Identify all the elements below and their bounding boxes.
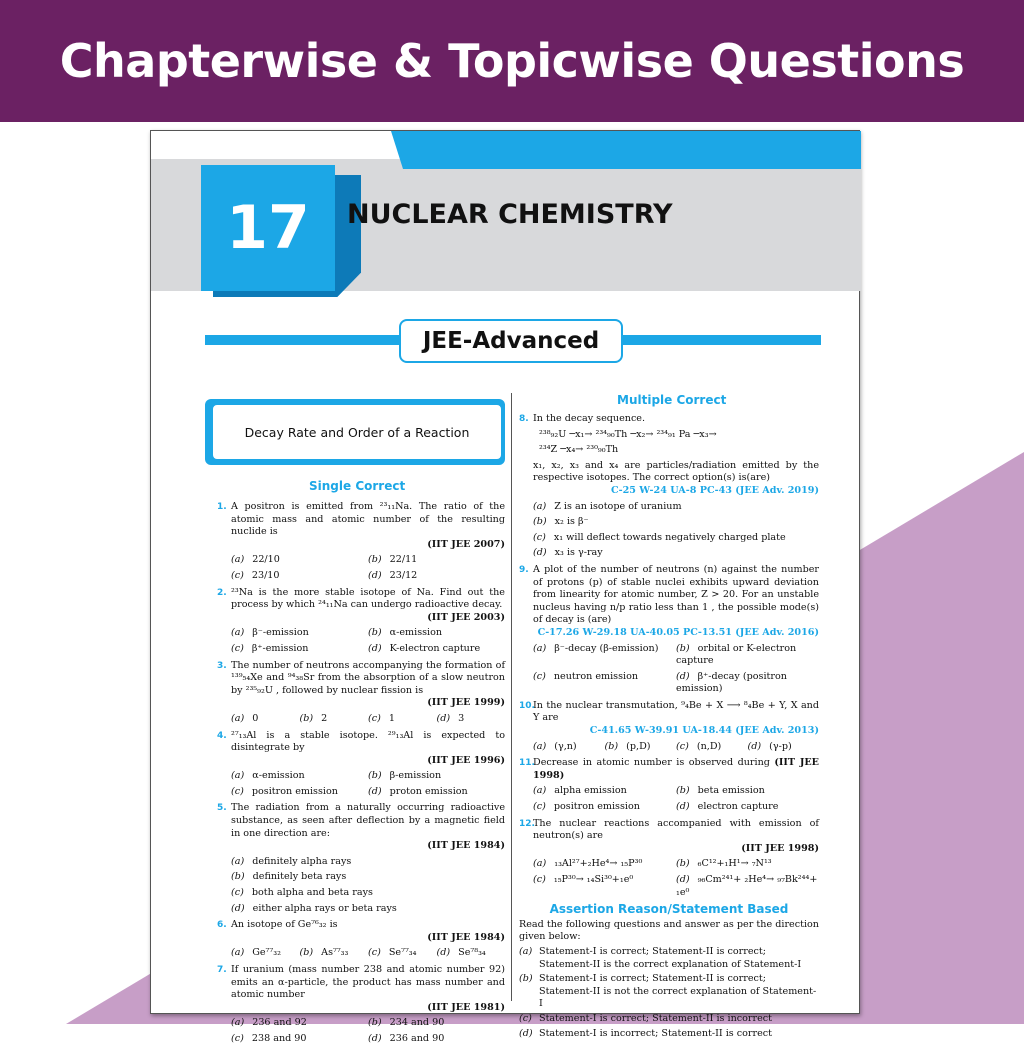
- question-8: [519, 413, 819, 560]
- option-key: (d): [231, 902, 245, 914]
- option-d: [748, 741, 820, 754]
- option-d: [676, 671, 819, 696]
- question-text: The number of neutrons accompanying the formation of ¹³⁹₅₄Xe and ⁹⁴₃₈Sr from the absorption of a slow neutron by ²³⁵₉₂U , followed by nuclear fission is: [231, 659, 505, 696]
- option-c: [533, 801, 676, 814]
- options: [533, 741, 819, 754]
- option-a: [231, 770, 368, 783]
- option-a: [533, 858, 676, 871]
- option-key: (c): [676, 740, 689, 752]
- option-d: [533, 547, 819, 560]
- option-text: alpha emission: [554, 785, 627, 797]
- question-text: A positron is emitted from ²³₁₁Na. The ratio of the atomic mass and atomic number of the resulting nuclide is: [231, 501, 505, 538]
- option-text: x₁ will deflect towards negatively charged plate: [553, 531, 786, 543]
- question-1: [217, 501, 505, 583]
- question-text: The nuclear reactions accompanied with emission of neutron(s) are: [533, 817, 819, 842]
- option-text: 236 and 90: [389, 1032, 445, 1044]
- option-key: (b): [299, 947, 314, 959]
- option-text: 1: [388, 712, 395, 724]
- option-d: [231, 903, 505, 916]
- option-key: (a): [231, 1017, 245, 1029]
- option-a: [533, 785, 676, 798]
- option-key: (c): [231, 1032, 244, 1044]
- option-b: [676, 785, 819, 798]
- option-c: [231, 887, 505, 900]
- option-key: (a): [533, 642, 547, 654]
- option-a: [533, 501, 819, 514]
- option-text: 23/12: [389, 569, 418, 581]
- question-4: [217, 730, 505, 799]
- left-question-list: [217, 501, 505, 1046]
- option-b: [231, 871, 505, 884]
- option-key: (c): [231, 642, 244, 654]
- question-text: The radiation from a naturally occurring radioactive substance, as seen after deflection by a magnetic field in one direction are:: [231, 802, 505, 839]
- option-b: [300, 947, 369, 960]
- options: [231, 627, 505, 655]
- question-source: (IIT JEE 1998): [741, 842, 819, 854]
- option-text: 234 and 90: [389, 1017, 445, 1029]
- question-source: (IIT JEE 1984): [427, 931, 505, 943]
- option-d: [676, 801, 819, 814]
- question-10: [519, 700, 819, 753]
- header-accent-strip: [391, 131, 861, 169]
- banner-title: Chapterwise & Topicwise Questions: [59, 34, 965, 88]
- question-number: 5.: [217, 803, 227, 814]
- option-key: (b): [368, 627, 382, 639]
- question-number: 9.: [519, 564, 529, 575]
- question-text: ²⁷₁₃Al is a stable isotope. ²⁹₁₃Al is expected to disintegrate by: [231, 729, 505, 754]
- option-key: (a): [231, 770, 245, 782]
- option-a: [519, 946, 819, 971]
- option-d: [368, 1033, 505, 1046]
- option-text: ₆C¹²+₁H¹→ ₇N¹³: [697, 858, 772, 870]
- question-9: [519, 564, 819, 696]
- question-number: 6.: [217, 920, 227, 931]
- question-number: 1.: [217, 502, 227, 512]
- option-text: Se⁷⁷₃₄: [388, 947, 417, 959]
- question-text: A plot of the number of neutrons (n) against the number of protons (p) of stable nuclei exhibits upward deviation from linearity for atomic number, Z > 20. For an unstable nucleus having n/p ratio less than 1 , the possible mode(s) of decay is (are): [533, 563, 819, 626]
- option-key: (c): [533, 801, 546, 813]
- option-text: beta emission: [697, 785, 765, 797]
- option-c: [533, 874, 676, 899]
- option-key: (a): [533, 785, 547, 797]
- question-source: (IIT JEE 2007): [427, 538, 505, 550]
- option-text: Statement-I is incorrect; Statement-II is correct: [539, 1027, 772, 1039]
- option-key: (d): [676, 874, 690, 885]
- option-c: [368, 713, 437, 726]
- option-text: x₃ is γ-ray: [554, 547, 603, 559]
- option-text: proton emission: [389, 785, 468, 797]
- left-column: [217, 501, 505, 1050]
- option-c: [519, 1013, 819, 1026]
- option-d: [519, 1028, 819, 1041]
- option-text: Z is an isotope of uranium: [554, 500, 682, 512]
- option-key: (d): [368, 569, 382, 581]
- option-key: (a): [231, 712, 245, 724]
- option-a: [533, 741, 605, 754]
- option-key: (d): [533, 547, 547, 559]
- option-text: (n,D): [696, 740, 722, 752]
- option-key: (c): [368, 712, 381, 724]
- section-heading-single: Single Correct: [309, 479, 406, 493]
- option-text: 0: [252, 712, 259, 724]
- option-key: (b): [676, 642, 690, 654]
- question-text: ²³Na is the more stable isotope of Na. Find out the process by which ²⁴₁₁Na can undergo radioactive decay.: [231, 586, 505, 611]
- option-text: Se⁷⁸₃₄: [458, 947, 486, 959]
- option-key: (c): [519, 1012, 532, 1024]
- option-text: definitely beta rays: [252, 871, 347, 883]
- option-text: ₁₅P³⁰→ ₁₄Si³⁰+₁e⁰: [553, 874, 634, 885]
- option-b: [368, 554, 505, 567]
- option-text: β⁺-decay (positron emission): [676, 670, 787, 695]
- option-key: (a): [231, 947, 245, 959]
- option-text: 22/11: [389, 554, 418, 566]
- assertion-instructions: Read the following questions and answer as per the direction given below:: [519, 918, 819, 943]
- option-d: [676, 874, 819, 899]
- question-3: [217, 660, 505, 726]
- option-key: (a): [231, 855, 245, 867]
- option-text: K-electron capture: [389, 642, 481, 654]
- option-text: 238 and 90: [251, 1032, 307, 1044]
- option-text: 23/10: [251, 569, 280, 581]
- option-text: Ge⁷⁷₃₂: [252, 947, 281, 959]
- option-key: (b): [533, 516, 547, 528]
- option-key: (b): [519, 973, 533, 985]
- option-key: (b): [604, 740, 619, 752]
- option-a: [231, 554, 368, 567]
- question-source: (IIT JEE 2003): [427, 611, 505, 623]
- option-key: (d): [436, 712, 451, 724]
- section-heading-assertion: Assertion Reason/Statement Based: [549, 902, 789, 917]
- book-page: [150, 130, 860, 1044]
- option-key: (d): [676, 670, 690, 682]
- topic-heading: Decay Rate and Order of a Reaction: [211, 403, 503, 461]
- option-text: β⁻-emission: [252, 627, 309, 639]
- option-a: [231, 1017, 368, 1030]
- top-banner: [0, 0, 1024, 122]
- question-codes: C-25 W-24 UA-8 PC-43 (JEE Adv. 2019): [611, 484, 819, 496]
- option-b: [368, 1017, 505, 1030]
- option-c: [676, 741, 748, 754]
- question-text: In the decay sequence.: [533, 413, 646, 424]
- exam-label: JEE-Advanced: [399, 319, 623, 363]
- question-text: If uranium (mass number 238 and atomic number 92) emits an α-particle, the product has mass number and atomic number: [231, 964, 505, 1001]
- question-source: (IIT JEE 1981): [427, 1001, 505, 1013]
- option-key: (d): [747, 740, 762, 752]
- option-c: [231, 643, 368, 656]
- question-codes: C-17.26 W-29.18 UA-40.05 PC-13.51 (JEE Adv. 2016): [537, 626, 819, 638]
- options: [533, 501, 819, 560]
- option-text: Statement-I is correct; Statement-II is correct; Statement-II is not the correct explanation of Statement-I: [539, 973, 817, 1010]
- question-7: [217, 964, 505, 1046]
- option-key: (d): [436, 947, 451, 959]
- option-key: (d): [368, 642, 382, 654]
- option-key: (b): [299, 712, 314, 724]
- options: [533, 858, 819, 899]
- option-b: [368, 770, 505, 783]
- option-d: [437, 713, 506, 726]
- option-key: (b): [368, 770, 382, 782]
- option-d: [368, 786, 505, 799]
- option-text: β⁺-emission: [251, 642, 309, 654]
- question-source: (IIT JEE 1999): [427, 697, 505, 709]
- options: [231, 947, 505, 960]
- option-key: (a): [519, 945, 533, 957]
- option-key: (c): [231, 569, 244, 581]
- option-key: (c): [368, 947, 381, 959]
- question-number: 3.: [217, 660, 227, 671]
- options: [231, 770, 505, 798]
- option-key: (b): [676, 785, 690, 797]
- option-text: both alpha and beta rays: [251, 887, 373, 899]
- question-number: 10.: [519, 700, 535, 711]
- option-a: [231, 627, 368, 640]
- option-text: Statement-I is correct; Statement-II is correct; Statement-II is the correct explanation of Statement-I: [539, 945, 802, 970]
- option-d: [368, 570, 505, 583]
- option-text: Statement-I is correct; Statement-II is incorrect: [539, 1012, 772, 1024]
- option-key: (c): [533, 670, 546, 682]
- option-text: neutron emission: [553, 670, 639, 682]
- question-number: 12.: [519, 818, 535, 829]
- option-text: orbital or K-electron capture: [676, 642, 797, 667]
- option-b: [676, 858, 819, 871]
- option-d: [368, 643, 505, 656]
- column-divider: [511, 393, 512, 1001]
- question-number: 11.: [519, 758, 535, 769]
- option-key: (b): [676, 858, 690, 870]
- options: [533, 785, 819, 813]
- question-source: (IIT JEE 1984): [427, 840, 505, 852]
- option-a: [231, 713, 300, 726]
- option-d: [437, 947, 506, 960]
- option-text: As⁷⁷₃₃: [321, 947, 349, 959]
- option-text: positron emission: [553, 801, 640, 813]
- question-number: 7.: [217, 965, 227, 975]
- option-key: (a): [533, 740, 547, 752]
- option-key: (d): [368, 1032, 382, 1044]
- question-text-main: Decrease in atomic number is observed during: [533, 757, 770, 769]
- option-text: ₉₆Cm²⁴¹+ ₂He⁴→ ₉₇Bk²⁴⁴+ ₁e⁰: [676, 874, 818, 898]
- section-heading-multiple: Multiple Correct: [617, 393, 727, 407]
- option-b: [676, 643, 819, 668]
- option-text: positron emission: [251, 785, 338, 797]
- option-text: α-emission: [252, 770, 305, 782]
- option-text: either alpha rays or beta rays: [252, 902, 397, 914]
- option-b: [519, 973, 819, 1011]
- option-text: ₁₃Al²⁷+₂He⁴→ ₁₅P³⁰: [554, 858, 643, 870]
- question-number: 4.: [217, 730, 227, 741]
- decay-equation-2: ²³⁴Z ─x₄→ ²³⁰₉₀Th: [539, 444, 619, 456]
- option-text: β⁻-decay (β-emission): [554, 642, 659, 654]
- option-c: [231, 786, 368, 799]
- option-c: [533, 532, 819, 545]
- question-11: [519, 757, 819, 813]
- option-key: (a): [533, 858, 547, 870]
- option-a: [231, 856, 505, 869]
- option-text: 236 and 92: [252, 1017, 307, 1029]
- right-column: [519, 413, 819, 1040]
- option-b: [533, 516, 819, 529]
- question-2: [217, 587, 505, 656]
- option-a: [231, 947, 300, 960]
- option-text: (γ-p): [769, 740, 792, 752]
- option-key: (a): [533, 500, 547, 512]
- option-key: (d): [368, 785, 382, 797]
- question-6: [217, 919, 505, 960]
- option-c: [368, 947, 437, 960]
- chapter-number: 17: [201, 165, 335, 291]
- question-codes: C-41.65 W-39.91 UA-18.44 (JEE Adv. 2013): [589, 725, 819, 737]
- option-key: (d): [519, 1027, 533, 1039]
- options: [231, 554, 505, 582]
- option-key: (d): [676, 801, 690, 813]
- option-text: (p,D): [626, 740, 651, 752]
- chapter-title: NUCLEAR CHEMISTRY: [347, 199, 673, 230]
- option-key: (c): [533, 531, 546, 543]
- option-text: β-emission: [389, 770, 442, 782]
- question-source: (IIT JEE 1996): [427, 754, 505, 766]
- options: [231, 713, 505, 726]
- question-source: (IIT JEE 1998): [533, 757, 819, 781]
- option-c: [231, 1033, 368, 1046]
- question-5: [217, 802, 505, 915]
- options: [231, 856, 505, 915]
- option-text: α-emission: [389, 627, 443, 639]
- option-text: definitely alpha rays: [252, 855, 352, 867]
- option-text: electron capture: [697, 801, 779, 813]
- option-c: [533, 671, 676, 696]
- question-text-continued: x₁, x₂, x₃ and x₄ are particles/radiation emitted by the respective isotopes. The correct option(s) is(are): [533, 459, 819, 484]
- options: [533, 643, 819, 696]
- option-key: (c): [231, 887, 244, 899]
- question-number: 2.: [217, 587, 227, 598]
- option-text: (γ,n): [554, 740, 577, 752]
- option-key: (b): [368, 554, 382, 566]
- option-key: (a): [231, 627, 245, 639]
- option-key: (a): [231, 554, 245, 566]
- option-b: [368, 627, 505, 640]
- option-text: 22/10: [252, 554, 280, 566]
- option-c: [231, 570, 368, 583]
- question-12: [519, 818, 819, 900]
- option-text: 2: [321, 712, 328, 724]
- options: [231, 1017, 505, 1045]
- assertion-options: [519, 946, 819, 1040]
- option-a: [533, 643, 676, 668]
- option-key: (c): [231, 785, 244, 797]
- question-number: 8.: [519, 414, 529, 424]
- question-text: In the nuclear transmutation, ⁹₄Be + X ⟶ ⁸₄Be + Y, X and Y are: [533, 699, 819, 724]
- option-text: 3: [458, 712, 465, 724]
- question-text: [533, 757, 819, 782]
- decay-equation-1: ²³⁸₉₂U ─x₁→ ²³⁴₉₀Th ─x₂→ ²³⁴₉₁ Pa ─x₃→: [539, 428, 717, 440]
- option-b: [605, 741, 677, 754]
- option-key: (c): [533, 874, 546, 885]
- question-text: An isotope of Ge⁷⁶₃₂ is: [231, 919, 338, 931]
- option-key: (b): [231, 871, 245, 883]
- option-b: [300, 713, 369, 726]
- option-key: (b): [368, 1017, 382, 1029]
- option-text: x₂ is β⁻: [554, 516, 589, 528]
